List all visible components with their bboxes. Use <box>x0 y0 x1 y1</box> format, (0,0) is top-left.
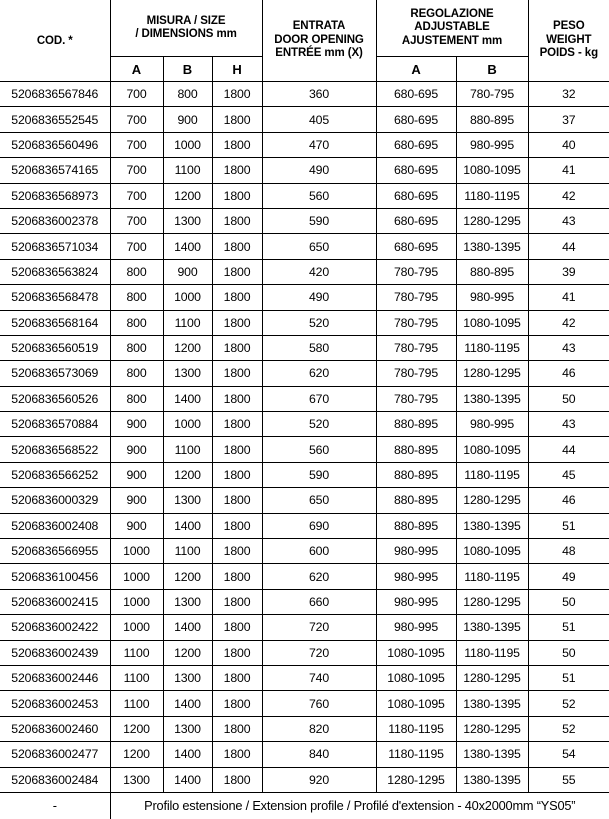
cell-door-opening: 620 <box>262 564 376 589</box>
cell-product-code: 5206836002477 <box>0 742 110 767</box>
cell-adjustable-a: 880-895 <box>376 412 456 437</box>
cell-dimension-a: 700 <box>110 132 163 157</box>
cell-weight: 48 <box>528 539 609 564</box>
cell-dimension-a: 1200 <box>110 742 163 767</box>
cell-dimension-b: 1400 <box>163 742 212 767</box>
table-header <box>0 0 609 82</box>
cell-adjustable-a: 680-695 <box>376 234 456 259</box>
cell-adjustable-b: 1180-1195 <box>456 462 528 487</box>
cell-dimension-b: 1300 <box>163 589 212 614</box>
cell-dimension-b: 1400 <box>163 386 212 411</box>
cell-adjustable-a: 1180-1195 <box>376 742 456 767</box>
cell-dimension-a: 1100 <box>110 691 163 716</box>
cell-adjustable-b: 1280-1295 <box>456 361 528 386</box>
cell-adjustable-a: 880-895 <box>376 513 456 538</box>
cell-product-code: 5206836571034 <box>0 234 110 259</box>
cell-dimension-h: 1800 <box>212 285 262 310</box>
table-row <box>0 259 609 284</box>
cell-adjustable-b: 1280-1295 <box>456 488 528 513</box>
table-row <box>0 285 609 310</box>
cell-dimension-b: 1300 <box>163 665 212 690</box>
cell-dimension-h: 1800 <box>212 335 262 360</box>
weight-header-line-3: POIDS - kg <box>539 47 598 60</box>
cell-door-opening: 600 <box>262 539 376 564</box>
cell-adjustable-b: 780-795 <box>456 82 528 107</box>
cell-weight: 54 <box>528 742 609 767</box>
cell-weight: 50 <box>528 640 609 665</box>
cell-dimension-h: 1800 <box>212 564 262 589</box>
cell-dimension-h: 1800 <box>212 665 262 690</box>
table-row <box>0 691 609 716</box>
cell-adjustable-a: 780-795 <box>376 310 456 335</box>
cell-door-opening: 560 <box>262 437 376 462</box>
cell-door-opening: 560 <box>262 183 376 208</box>
cell-product-code: 5206836570884 <box>0 412 110 437</box>
cell-adjustable-b: 980-995 <box>456 412 528 437</box>
weight-header-line-1: PESO <box>553 20 585 33</box>
cell-dimension-h: 1800 <box>212 640 262 665</box>
footer-extension-profile-note: Profilo estensione / Extension profile / Profilé d'extension - 40x2000mm “YS05” <box>110 792 609 819</box>
cell-dimension-b: 900 <box>163 259 212 284</box>
cell-door-opening: 360 <box>262 82 376 107</box>
table-row <box>0 335 609 360</box>
cell-dimension-a: 700 <box>110 183 163 208</box>
table-row <box>0 361 609 386</box>
table-row <box>0 132 609 157</box>
cell-dimension-h: 1800 <box>212 183 262 208</box>
cell-product-code: 5206836002460 <box>0 716 110 741</box>
column-header-adjustable-a: A <box>376 57 456 82</box>
cell-dimension-h: 1800 <box>212 742 262 767</box>
dimensions-header-line-1: MISURA / SIZE <box>146 14 226 27</box>
cell-dimension-a: 1000 <box>110 589 163 614</box>
cell-dimension-h: 1800 <box>212 107 262 132</box>
table-row <box>0 539 609 564</box>
cell-door-opening: 420 <box>262 259 376 284</box>
table-row <box>0 462 609 487</box>
cell-dimension-b: 1100 <box>163 539 212 564</box>
cell-weight: 44 <box>528 234 609 259</box>
table-row <box>0 615 609 640</box>
door-opening-header-line-1: ENTRATA <box>292 20 346 33</box>
cell-dimension-h: 1800 <box>212 361 262 386</box>
cell-adjustable-a: 1080-1095 <box>376 665 456 690</box>
column-group-header-door-opening <box>262 0 376 82</box>
cell-dimension-a: 700 <box>110 107 163 132</box>
table-row <box>0 208 609 233</box>
cell-door-opening: 840 <box>262 742 376 767</box>
cell-adjustable-a: 780-795 <box>376 386 456 411</box>
table-row <box>0 716 609 741</box>
cell-product-code: 5206836000329 <box>0 488 110 513</box>
column-group-header-adjustable <box>376 0 528 57</box>
cell-dimension-h: 1800 <box>212 310 262 335</box>
cell-adjustable-b: 1280-1295 <box>456 665 528 690</box>
cell-dimension-b: 1100 <box>163 310 212 335</box>
cell-dimension-a: 1000 <box>110 539 163 564</box>
cell-dimension-b: 1000 <box>163 132 212 157</box>
cell-adjustable-b: 1380-1395 <box>456 742 528 767</box>
cell-weight: 51 <box>528 665 609 690</box>
cell-door-opening: 580 <box>262 335 376 360</box>
cell-dimension-h: 1800 <box>212 691 262 716</box>
cell-dimension-h: 1800 <box>212 767 262 792</box>
cell-adjustable-a: 880-895 <box>376 462 456 487</box>
footer-code-placeholder: - <box>0 792 110 819</box>
cell-dimension-h: 1800 <box>212 589 262 614</box>
cell-dimension-b: 1200 <box>163 462 212 487</box>
cell-product-code: 5206836567846 <box>0 82 110 107</box>
cell-adjustable-a: 880-895 <box>376 488 456 513</box>
cell-dimension-a: 800 <box>110 310 163 335</box>
cell-adjustable-a: 780-795 <box>376 259 456 284</box>
table-row <box>0 767 609 792</box>
cell-dimension-h: 1800 <box>212 158 262 183</box>
cell-dimension-a: 900 <box>110 412 163 437</box>
cell-weight: 51 <box>528 615 609 640</box>
cell-product-code: 5206836002422 <box>0 615 110 640</box>
cell-door-opening: 820 <box>262 716 376 741</box>
cell-weight: 32 <box>528 82 609 107</box>
cell-weight: 46 <box>528 361 609 386</box>
cell-weight: 41 <box>528 158 609 183</box>
cell-dimension-h: 1800 <box>212 513 262 538</box>
cell-weight: 52 <box>528 716 609 741</box>
cell-dimension-b: 800 <box>163 82 212 107</box>
column-header-dimension-a: A <box>110 57 163 82</box>
table-row <box>0 665 609 690</box>
table-row <box>0 234 609 259</box>
cell-adjustable-b: 1080-1095 <box>456 437 528 462</box>
cell-product-code: 5206836002378 <box>0 208 110 233</box>
cell-weight: 52 <box>528 691 609 716</box>
cell-adjustable-a: 1080-1095 <box>376 640 456 665</box>
cell-door-opening: 720 <box>262 615 376 640</box>
table-row <box>0 310 609 335</box>
cell-dimension-b: 1000 <box>163 412 212 437</box>
cell-dimension-a: 800 <box>110 259 163 284</box>
table-row <box>0 82 609 107</box>
cell-adjustable-a: 1080-1095 <box>376 691 456 716</box>
cell-weight: 43 <box>528 335 609 360</box>
table-row <box>0 107 609 132</box>
cell-dimension-h: 1800 <box>212 539 262 564</box>
cell-adjustable-b: 1080-1095 <box>456 310 528 335</box>
cell-weight: 44 <box>528 437 609 462</box>
table-row <box>0 742 609 767</box>
cell-dimension-b: 1400 <box>163 234 212 259</box>
cell-product-code: 5206836002484 <box>0 767 110 792</box>
table-row <box>0 513 609 538</box>
table-row <box>0 488 609 513</box>
cell-door-opening: 405 <box>262 107 376 132</box>
cell-product-code: 5206836002415 <box>0 589 110 614</box>
cell-product-code: 5206836566955 <box>0 539 110 564</box>
cell-product-code: 5206836002446 <box>0 665 110 690</box>
cell-product-code: 5206836568522 <box>0 437 110 462</box>
table-body <box>0 82 609 819</box>
door-opening-header-line-2: DOOR OPENING <box>274 33 364 46</box>
cell-dimension-a: 900 <box>110 513 163 538</box>
cell-door-opening: 920 <box>262 767 376 792</box>
cell-dimension-a: 1100 <box>110 640 163 665</box>
adjustable-header-line-2: ADJUSTABLE <box>414 21 490 34</box>
cell-dimension-h: 1800 <box>212 716 262 741</box>
cell-dimension-h: 1800 <box>212 234 262 259</box>
cell-dimension-b: 1000 <box>163 285 212 310</box>
cell-dimension-b: 1400 <box>163 513 212 538</box>
table-row <box>0 564 609 589</box>
cell-adjustable-b: 1380-1395 <box>456 386 528 411</box>
dimensions-header-line-2: / DIMENSIONS mm <box>135 28 237 40</box>
cell-adjustable-a: 880-895 <box>376 437 456 462</box>
cell-door-opening: 760 <box>262 691 376 716</box>
cell-dimension-b: 1300 <box>163 488 212 513</box>
cell-dimension-b: 1200 <box>163 335 212 360</box>
cell-weight: 45 <box>528 462 609 487</box>
cell-product-code: 5206836574165 <box>0 158 110 183</box>
column-group-header-weight <box>528 0 609 82</box>
table-footer-row <box>0 792 609 819</box>
cell-door-opening: 520 <box>262 310 376 335</box>
table-row <box>0 437 609 462</box>
adjustable-header-line-3: AJUSTEMENT mm <box>401 34 503 47</box>
cell-adjustable-a: 780-795 <box>376 285 456 310</box>
cell-dimension-b: 1100 <box>163 158 212 183</box>
cell-dimension-a: 1000 <box>110 564 163 589</box>
cell-door-opening: 720 <box>262 640 376 665</box>
table-row <box>0 412 609 437</box>
cell-weight: 39 <box>528 259 609 284</box>
cell-product-code: 5206836568973 <box>0 183 110 208</box>
cell-product-code: 5206836002408 <box>0 513 110 538</box>
cell-dimension-h: 1800 <box>212 208 262 233</box>
table-row <box>0 589 609 614</box>
cell-weight: 42 <box>528 183 609 208</box>
cell-weight: 42 <box>528 310 609 335</box>
cell-dimension-a: 700 <box>110 234 163 259</box>
table-row <box>0 386 609 411</box>
cell-product-code: 5206836563824 <box>0 259 110 284</box>
cell-weight: 55 <box>528 767 609 792</box>
cell-dimension-a: 700 <box>110 158 163 183</box>
cell-product-code: 5206836002453 <box>0 691 110 716</box>
cell-door-opening: 650 <box>262 234 376 259</box>
cell-adjustable-b: 1280-1295 <box>456 716 528 741</box>
cell-door-opening: 490 <box>262 158 376 183</box>
cell-adjustable-a: 980-995 <box>376 564 456 589</box>
cell-dimension-b: 900 <box>163 107 212 132</box>
door-opening-header-line-3: ENTRÉE mm (X) <box>275 47 363 60</box>
cell-door-opening: 690 <box>262 513 376 538</box>
cell-door-opening: 470 <box>262 132 376 157</box>
cell-adjustable-b: 980-995 <box>456 132 528 157</box>
cell-product-code: 5206836002439 <box>0 640 110 665</box>
cell-dimension-b: 1400 <box>163 691 212 716</box>
cell-dimension-h: 1800 <box>212 615 262 640</box>
cell-dimension-a: 700 <box>110 208 163 233</box>
cell-dimension-a: 800 <box>110 335 163 360</box>
cell-dimension-b: 1200 <box>163 640 212 665</box>
cell-dimension-b: 1200 <box>163 183 212 208</box>
cell-dimension-a: 1000 <box>110 615 163 640</box>
cell-product-code: 5206836573069 <box>0 361 110 386</box>
header-group-row <box>0 0 609 57</box>
cell-product-code: 5206836568164 <box>0 310 110 335</box>
cell-adjustable-b: 1080-1095 <box>456 539 528 564</box>
cell-dimension-a: 1200 <box>110 716 163 741</box>
cell-adjustable-a: 980-995 <box>376 539 456 564</box>
cell-adjustable-b: 1380-1395 <box>456 767 528 792</box>
table-row <box>0 158 609 183</box>
cell-adjustable-a: 680-695 <box>376 183 456 208</box>
table-row <box>0 183 609 208</box>
cell-dimension-h: 1800 <box>212 462 262 487</box>
cell-product-code: 5206836560496 <box>0 132 110 157</box>
cell-adjustable-a: 1280-1295 <box>376 767 456 792</box>
cell-adjustable-b: 1180-1195 <box>456 335 528 360</box>
cell-adjustable-b: 880-895 <box>456 259 528 284</box>
cell-weight: 37 <box>528 107 609 132</box>
cell-weight: 40 <box>528 132 609 157</box>
cell-adjustable-a: 680-695 <box>376 82 456 107</box>
cell-dimension-a: 800 <box>110 361 163 386</box>
cell-dimension-b: 1300 <box>163 208 212 233</box>
cell-adjustable-a: 780-795 <box>376 335 456 360</box>
cell-dimension-h: 1800 <box>212 386 262 411</box>
cell-dimension-h: 1800 <box>212 259 262 284</box>
cell-product-code: 5206836100456 <box>0 564 110 589</box>
cell-dimension-a: 800 <box>110 386 163 411</box>
cell-weight: 51 <box>528 513 609 538</box>
cell-adjustable-b: 1280-1295 <box>456 589 528 614</box>
cell-dimension-a: 900 <box>110 488 163 513</box>
cell-adjustable-a: 1180-1195 <box>376 716 456 741</box>
cell-product-code: 5206836566252 <box>0 462 110 487</box>
cell-door-opening: 740 <box>262 665 376 690</box>
cell-adjustable-b: 1380-1395 <box>456 615 528 640</box>
cell-adjustable-a: 680-695 <box>376 158 456 183</box>
cell-dimension-a: 900 <box>110 462 163 487</box>
cell-product-code: 5206836560519 <box>0 335 110 360</box>
cell-adjustable-b: 880-895 <box>456 107 528 132</box>
cell-product-code: 5206836568478 <box>0 285 110 310</box>
cell-weight: 50 <box>528 589 609 614</box>
cell-door-opening: 490 <box>262 285 376 310</box>
column-group-header-dimensions <box>110 0 262 57</box>
cell-weight: 50 <box>528 386 609 411</box>
cell-adjustable-a: 780-795 <box>376 361 456 386</box>
cell-adjustable-b: 1180-1195 <box>456 564 528 589</box>
cell-dimension-a: 1300 <box>110 767 163 792</box>
cell-dimension-b: 1300 <box>163 716 212 741</box>
cell-dimension-a: 700 <box>110 82 163 107</box>
cell-adjustable-a: 680-695 <box>376 132 456 157</box>
cell-door-opening: 670 <box>262 386 376 411</box>
cell-adjustable-b: 1080-1095 <box>456 158 528 183</box>
cell-weight: 41 <box>528 285 609 310</box>
cell-adjustable-a: 680-695 <box>376 208 456 233</box>
cell-door-opening: 590 <box>262 462 376 487</box>
adjustable-header-line-1: REGOLAZIONE <box>410 7 494 20</box>
cell-dimension-h: 1800 <box>212 82 262 107</box>
column-header-dimension-b: B <box>163 57 212 82</box>
cell-dimension-b: 1300 <box>163 361 212 386</box>
cell-door-opening: 660 <box>262 589 376 614</box>
cell-product-code: 5206836560526 <box>0 386 110 411</box>
cell-adjustable-b: 1380-1395 <box>456 513 528 538</box>
cell-dimension-a: 1100 <box>110 665 163 690</box>
cell-door-opening: 650 <box>262 488 376 513</box>
cell-adjustable-a: 680-695 <box>376 107 456 132</box>
cell-dimension-b: 1400 <box>163 615 212 640</box>
cell-adjustable-a: 980-995 <box>376 589 456 614</box>
cell-door-opening: 620 <box>262 361 376 386</box>
column-header-adjustable-b: B <box>456 57 528 82</box>
cell-dimension-h: 1800 <box>212 412 262 437</box>
cell-adjustable-b: 1180-1195 <box>456 183 528 208</box>
cell-dimension-h: 1800 <box>212 132 262 157</box>
column-header-code: COD. * <box>0 0 110 82</box>
cell-adjustable-b: 1180-1195 <box>456 640 528 665</box>
cell-weight: 43 <box>528 412 609 437</box>
cell-adjustable-b: 980-995 <box>456 285 528 310</box>
cell-dimension-a: 800 <box>110 285 163 310</box>
cell-door-opening: 590 <box>262 208 376 233</box>
weight-header-line-2: WEIGHT <box>546 33 592 46</box>
cell-adjustable-b: 1380-1395 <box>456 234 528 259</box>
cell-adjustable-b: 1280-1295 <box>456 208 528 233</box>
cell-door-opening: 520 <box>262 412 376 437</box>
cell-adjustable-b: 1380-1395 <box>456 691 528 716</box>
cell-dimension-h: 1800 <box>212 437 262 462</box>
column-header-dimension-h: H <box>212 57 262 82</box>
cell-adjustable-a: 980-995 <box>376 615 456 640</box>
cell-dimension-b: 1200 <box>163 564 212 589</box>
cell-weight: 46 <box>528 488 609 513</box>
cell-weight: 49 <box>528 564 609 589</box>
cell-dimension-b: 1100 <box>163 437 212 462</box>
cell-dimension-h: 1800 <box>212 488 262 513</box>
cell-dimension-b: 1400 <box>163 767 212 792</box>
cell-weight: 43 <box>528 208 609 233</box>
cell-dimension-a: 900 <box>110 437 163 462</box>
table-row <box>0 640 609 665</box>
cell-product-code: 5206836552545 <box>0 107 110 132</box>
